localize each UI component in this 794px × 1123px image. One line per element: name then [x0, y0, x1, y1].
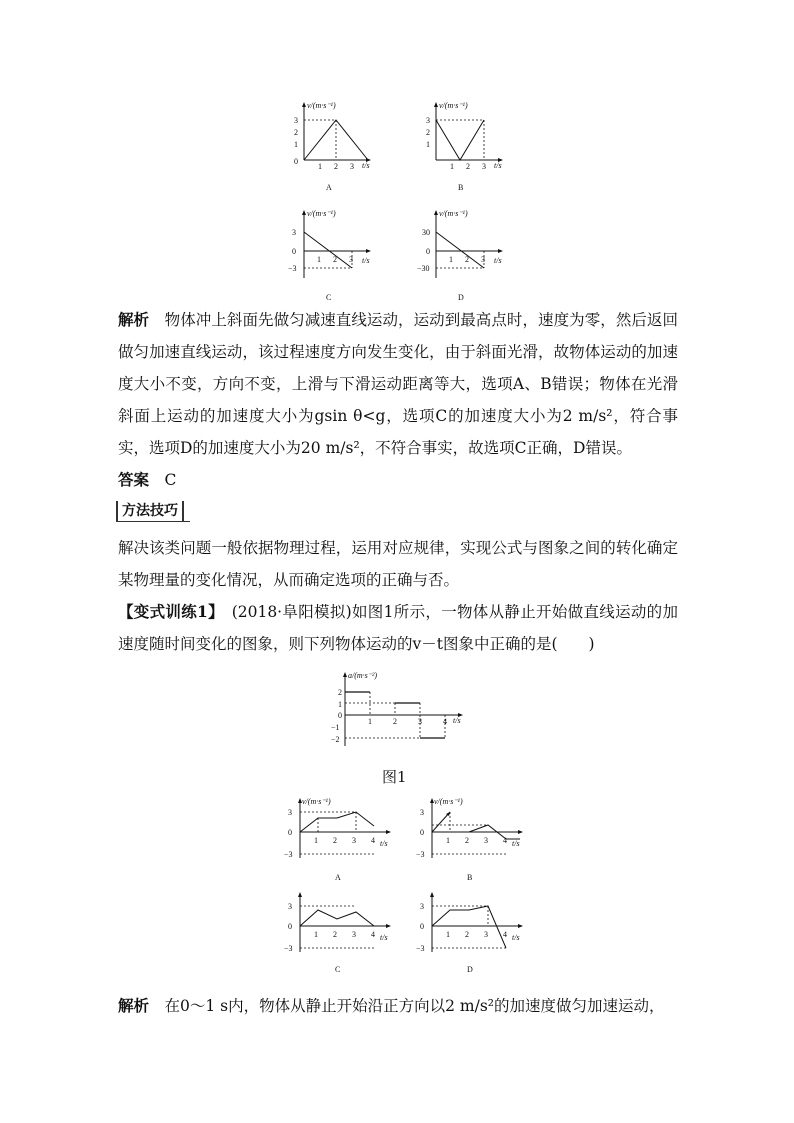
t-axis-label: t/s — [380, 839, 388, 848]
y-tick: 3 — [288, 808, 292, 817]
x-tick: 2 — [465, 930, 469, 939]
x-tick: 3 — [482, 162, 486, 171]
analysis-label: 解析 — [118, 310, 150, 329]
y-tick: 3 — [420, 808, 424, 817]
x-tick: 1 — [449, 255, 453, 264]
analysis-2-text: 在0～1 s内，物体从静止开始沿正方向以2 m/s²的加速度做匀加速运动， — [164, 997, 665, 1015]
figure-1-a-t-graph — [320, 668, 480, 752]
option-letter: B — [467, 873, 473, 882]
v-axis-label: v/(m·s⁻¹) — [439, 209, 468, 218]
x-tick: 4 — [371, 836, 375, 845]
graph-bottom-b — [412, 792, 542, 884]
y-tick: −3 — [284, 944, 293, 953]
y-tick: 2 — [426, 128, 430, 137]
y-tick: 0 — [292, 247, 296, 256]
x-tick: 1 — [446, 930, 450, 939]
y-tick: 1 — [294, 140, 298, 149]
graph-top-d — [412, 206, 532, 304]
x-tick: 1 — [450, 162, 454, 171]
y-tick: 2 — [294, 128, 298, 137]
t-axis-label: t/s — [380, 933, 388, 942]
answer-value: C — [164, 471, 177, 489]
exercise-label: 【变式训练1】 — [118, 602, 224, 621]
y-tick: 3 — [288, 902, 292, 911]
y-tick: 0 — [288, 828, 292, 837]
v-t-line — [436, 232, 484, 268]
v-axis-label: v/(m·s⁻¹) — [439, 101, 468, 110]
v-t-line — [432, 906, 506, 948]
y-tick: −3 — [288, 264, 297, 273]
y-tick: 1 — [338, 700, 342, 709]
y-tick: −3 — [284, 850, 293, 859]
x-tick: 2 — [466, 162, 470, 171]
x-tick: 2 — [465, 255, 469, 264]
t-axis-label: t/s — [453, 716, 461, 725]
y-tick: 0 — [288, 922, 292, 931]
x-tick: 4 — [503, 930, 507, 939]
x-tick: 1 — [317, 255, 321, 264]
y-tick: 2 — [338, 688, 342, 697]
answer-label: 答案 — [118, 470, 150, 489]
x-tick: 1 — [318, 162, 322, 171]
analysis-2-label: 解析 — [118, 996, 150, 1015]
y-tick: −1 — [331, 723, 340, 732]
v-t-line — [304, 232, 352, 268]
y-tick: −3 — [416, 850, 425, 859]
y-tick: −2 — [331, 735, 340, 744]
x-tick: 3 — [349, 255, 353, 264]
y-tick: 3 — [420, 902, 424, 911]
x-tick: 3 — [481, 255, 485, 264]
graph-bottom-c — [280, 886, 410, 978]
y-tick: −30 — [417, 264, 430, 273]
y-tick: 1 — [426, 140, 430, 149]
y-tick: −3 — [416, 944, 425, 953]
x-tick: 2 — [333, 930, 337, 939]
option-letter: A — [335, 873, 341, 882]
v-axis-label: v/(m·s⁻¹) — [302, 797, 331, 806]
option-letter: D — [467, 965, 473, 974]
t-axis-label: t/s — [512, 839, 520, 848]
option-letter: B — [458, 183, 464, 192]
v-axis-label: v/(m·s⁻¹) — [307, 101, 336, 110]
y-tick: 0 — [420, 922, 424, 931]
v-t-line — [432, 812, 450, 832]
v-axis-label: v/(m·s⁻¹) — [434, 797, 463, 806]
option-letter: C — [335, 965, 341, 974]
x-tick: 2 — [334, 162, 338, 171]
option-letter: D — [458, 293, 464, 302]
t-axis-label: t/s — [362, 161, 370, 170]
x-tick: 3 — [484, 836, 488, 845]
method-tag: 方法技巧 — [116, 501, 184, 521]
x-tick: 3 — [418, 717, 422, 726]
answer-line — [118, 464, 678, 496]
v-t-line — [436, 120, 484, 160]
x-tick: 4 — [443, 717, 447, 726]
analysis-2-paragraph — [118, 990, 678, 1022]
x-tick: 1 — [368, 717, 372, 726]
analysis-paragraph — [118, 304, 678, 464]
origin-label: 0 — [294, 157, 298, 166]
x-tick: 3 — [352, 836, 356, 845]
x-tick: 2 — [333, 836, 337, 845]
t-axis-label: t/s — [494, 161, 502, 170]
x-tick: 4 — [371, 930, 375, 939]
y-tick: 30 — [422, 228, 430, 237]
t-axis-label: t/s — [362, 256, 370, 265]
x-tick: 1 — [446, 836, 450, 845]
option-letter: A — [326, 183, 332, 192]
x-tick: 3 — [484, 930, 488, 939]
y-tick: 3 — [426, 116, 430, 125]
y-tick: 3 — [294, 116, 298, 125]
x-tick: 3 — [350, 162, 354, 171]
graph-top-c — [280, 206, 400, 304]
y-tick: 0 — [338, 711, 342, 720]
y-tick: 0 — [420, 828, 424, 837]
x-tick: 1 — [314, 930, 318, 939]
graph-top-a — [280, 98, 400, 194]
v-t-line — [300, 812, 374, 832]
x-tick: 1 — [314, 836, 318, 845]
v-t-line — [300, 910, 374, 926]
x-tick: 2 — [393, 717, 397, 726]
a-axis-label: a/(m·s⁻²) — [348, 671, 378, 680]
x-tick: 3 — [352, 930, 356, 939]
analysis-text: 物体冲上斜面先做匀减速直线运动，运动到最高点时，速度为零，然后返回做匀加速直线运动，该过程速度方向发生变化，由于斜面光滑，故物体运动的加速度大小不变，方向不变，上滑与下滑运动距离等大，选项A、B错误；物体在光滑斜面上运动的加速度大小为gsin θ<g，选项C的加速度大小为2 m/s²，符合事实，选项D的加速度大小为20 m/s²，不符合事实，故选项C正确，D错误。 — [118, 311, 678, 457]
t-axis-label: t/s — [512, 933, 520, 942]
y-tick: 3 — [292, 228, 296, 237]
method-paragraph: 解决该类问题一般依据物理过程，运用对应规律，实现公式与图象之间的转化确定某物理量的变化情况，从而确定选项的正确与否。 — [118, 539, 678, 589]
x-tick: 2 — [465, 836, 469, 845]
v-axis-label: v/(m·s⁻¹) — [307, 209, 336, 218]
option-letter: C — [326, 293, 332, 302]
method-tag-underline — [116, 521, 190, 522]
x-tick: 4 — [503, 836, 507, 845]
y-tick: 0 — [426, 247, 430, 256]
exercise-paragraph — [118, 596, 678, 660]
figure-1-caption: 图1 — [382, 768, 407, 786]
t-axis-label: t/s — [494, 256, 502, 265]
exercise-text: (2018·阜阳模拟)如图1所示，一物体从静止开始做直线运动的加速度随时间变化的图象，则下列物体运动的v－t图象中正确的是( ) — [118, 603, 678, 653]
graph-bottom-a — [280, 792, 410, 884]
graph-bottom-d — [412, 886, 542, 978]
x-tick: 2 — [333, 255, 337, 264]
graph-top-b — [412, 98, 532, 194]
